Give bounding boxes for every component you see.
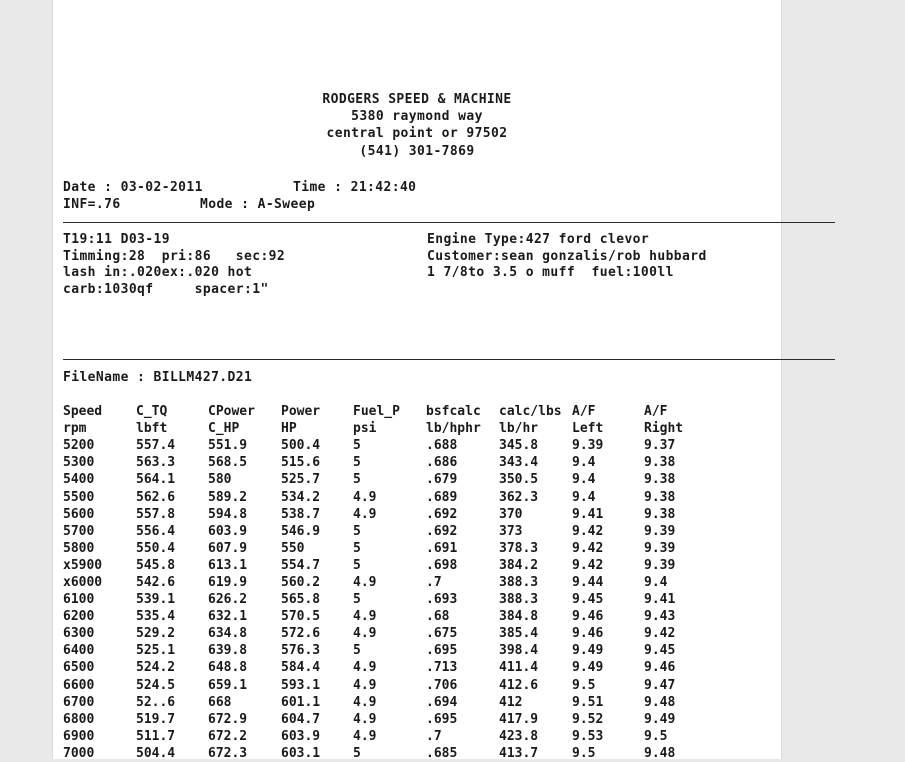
table-cell: 9.38 — [644, 455, 676, 471]
table-row — [63, 711, 716, 728]
table-cell: 504.4 — [136, 745, 176, 761]
table-row — [63, 471, 716, 488]
table-cell: .689 — [426, 489, 458, 505]
table-cell: 603.9 — [281, 728, 321, 744]
table-cell: 9.44 — [572, 574, 604, 590]
table-cell: 672.9 — [208, 711, 248, 727]
table-cell: 546.9 — [281, 523, 321, 539]
table-cell: 6300 — [63, 626, 95, 642]
table-cell: 565.8 — [281, 592, 321, 608]
table-cell: 423.8 — [499, 728, 539, 744]
table-cell: 9.49 — [572, 643, 604, 659]
note-left-3: lash in:.020ex:.020 hot — [63, 265, 253, 280]
table-cell: 6400 — [63, 643, 95, 659]
table-cell: 9.37 — [644, 438, 676, 454]
table-row — [63, 625, 716, 642]
table-row — [63, 591, 716, 608]
table-cell: 9.45 — [644, 643, 676, 659]
table-cell: 6600 — [63, 677, 95, 693]
table-cell: 9.5 — [644, 728, 668, 744]
table-cell: 5800 — [63, 540, 95, 556]
divider-top — [63, 222, 835, 223]
company-city: central point or 97502 — [326, 126, 508, 141]
table-row — [63, 574, 716, 591]
table-cell: 9.4 — [644, 574, 668, 590]
table-cell: 4.9 — [353, 711, 377, 727]
table-cell: .692 — [426, 523, 458, 539]
table-cell: 5 — [353, 592, 361, 608]
run-mode: Mode : A-Sweep — [200, 197, 316, 212]
column-header: C_TQ — [136, 404, 168, 420]
table-cell: 9.41 — [644, 592, 676, 608]
table-cell: 9.5 — [572, 677, 596, 693]
table-cell: 411.4 — [499, 660, 539, 676]
table-cell: 9.38 — [644, 506, 676, 522]
table-cell: 5 — [353, 472, 361, 488]
table-cell: 9.39 — [644, 523, 676, 539]
table-cell: 5700 — [63, 523, 95, 539]
column-header: Fuel_P — [353, 404, 400, 420]
column-header: A/F — [572, 404, 596, 420]
table-cell: 384.2 — [499, 557, 539, 573]
table-cell: 378.3 — [499, 540, 539, 556]
run-inf: INF=.76 — [63, 197, 121, 212]
table-cell: 388.3 — [499, 574, 539, 590]
table-cell: 572.6 — [281, 626, 321, 642]
table-cell: 5200 — [63, 438, 95, 454]
table-cell: 9.48 — [644, 745, 676, 761]
table-cell: 417.9 — [499, 711, 539, 727]
table-cell: .695 — [426, 643, 458, 659]
table-cell: 384.8 — [499, 609, 539, 625]
table-cell: .706 — [426, 677, 458, 693]
table-cell: 603.9 — [208, 523, 248, 539]
table-cell: 5 — [353, 540, 361, 556]
table-row — [63, 677, 716, 694]
table-cell: 659.1 — [208, 677, 248, 693]
table-cell: 4.9 — [353, 728, 377, 744]
table-cell: x5900 — [63, 557, 103, 573]
table-cell: .7 — [426, 574, 442, 590]
dyno-data-table — [63, 403, 716, 762]
column-header: lb/hr — [499, 421, 539, 437]
table-cell: 4.9 — [353, 660, 377, 676]
table-cell: 551.9 — [208, 438, 248, 454]
table-cell: 6500 — [63, 660, 95, 676]
table-cell: 9.47 — [644, 677, 676, 693]
table-cell: 550 — [281, 540, 305, 556]
table-cell: 6200 — [63, 609, 95, 625]
column-header: CPower — [208, 404, 255, 420]
table-cell: .685 — [426, 745, 458, 761]
table-cell: 545.8 — [136, 557, 176, 573]
table-cell: 576.3 — [281, 643, 321, 659]
table-cell: 9.43 — [644, 609, 676, 625]
run-time: Time : 21:42:40 — [293, 180, 417, 195]
table-cell: 672.3 — [208, 745, 248, 761]
table-cell: 5300 — [63, 455, 95, 471]
table-cell: 9.45 — [572, 592, 604, 608]
table-cell: 562.6 — [136, 489, 176, 505]
column-header: Left — [572, 421, 604, 437]
table-cell: 613.1 — [208, 557, 248, 573]
table-cell: 564.1 — [136, 472, 176, 488]
run-date: Date : 03-02-2011 — [63, 180, 203, 195]
table-cell: 511.7 — [136, 728, 176, 744]
table-cell: .693 — [426, 592, 458, 608]
table-cell: 6700 — [63, 694, 95, 710]
table-cell: 4.9 — [353, 506, 377, 522]
table-cell: 5 — [353, 643, 361, 659]
table-cell: 500.4 — [281, 438, 321, 454]
company-phone: (541) 301-7869 — [359, 144, 475, 159]
table-cell: 538.7 — [281, 506, 321, 522]
header-row — [63, 403, 716, 420]
table-cell: 5 — [353, 523, 361, 539]
note-right-1: Engine Type:427 ford clevor — [427, 232, 650, 247]
table-cell: 9.48 — [644, 694, 676, 710]
table-cell: 634.8 — [208, 626, 248, 642]
table-cell: 9.46 — [644, 660, 676, 676]
table-cell: 550.4 — [136, 540, 176, 556]
table-cell: 350.5 — [499, 472, 539, 488]
table-row — [63, 437, 716, 454]
table-cell: 570.5 — [281, 609, 321, 625]
table-cell: 5 — [353, 745, 361, 761]
table-cell: 607.9 — [208, 540, 248, 556]
table-cell: 535.4 — [136, 609, 176, 625]
table-cell: 580 — [208, 472, 232, 488]
table-cell: 9.39 — [572, 438, 604, 454]
table-cell: 362.3 — [499, 489, 539, 505]
table-row — [63, 454, 716, 471]
table-cell: 5600 — [63, 506, 95, 522]
table-cell: 524.5 — [136, 677, 176, 693]
table-cell: 9.41 — [572, 506, 604, 522]
table-cell: 534.2 — [281, 489, 321, 505]
table-cell: 525.7 — [281, 472, 321, 488]
note-right-3: 1 7/8to 3.5 o muff fuel:100ll — [427, 265, 674, 280]
table-cell: 639.8 — [208, 643, 248, 659]
table-cell: 4.9 — [353, 694, 377, 710]
table-cell: 557.8 — [136, 506, 176, 522]
table-cell: 632.1 — [208, 609, 248, 625]
column-header: rpm — [63, 421, 87, 437]
table-cell: 5 — [353, 557, 361, 573]
column-header: psi — [353, 421, 377, 437]
table-cell: 603.1 — [281, 745, 321, 761]
table-cell: 52..6 — [136, 694, 176, 710]
table-cell: 345.8 — [499, 438, 539, 454]
table-cell: 539.1 — [136, 592, 176, 608]
table-cell: 5 — [353, 455, 361, 471]
table-cell: 515.6 — [281, 455, 321, 471]
table-cell: 9.46 — [572, 609, 604, 625]
table-cell: 5500 — [63, 489, 95, 505]
column-header: C_HP — [208, 421, 240, 437]
table-cell: 554.7 — [281, 557, 321, 573]
table-row — [63, 540, 716, 557]
table-cell: 9.5 — [572, 745, 596, 761]
note-left-2: Timming:28 pri:86 sec:92 — [63, 249, 286, 264]
table-cell: .7 — [426, 728, 442, 744]
company-name: RODGERS SPEED & MACHINE — [322, 92, 512, 107]
table-cell: .694 — [426, 694, 458, 710]
table-cell: 398.4 — [499, 643, 539, 659]
table-cell: 5 — [353, 438, 361, 454]
table-cell: 412.6 — [499, 677, 539, 693]
table-row — [63, 488, 716, 505]
table-cell: 9.53 — [572, 728, 604, 744]
table-row — [63, 642, 716, 659]
column-header: Speed — [63, 404, 103, 420]
table-cell: 9.49 — [572, 660, 604, 676]
table-cell: 9.42 — [572, 557, 604, 573]
table-cell: 9.38 — [644, 472, 676, 488]
table-row — [63, 608, 716, 625]
table-cell: 556.4 — [136, 523, 176, 539]
table-cell: 4.9 — [353, 489, 377, 505]
column-header: bsfcalc — [426, 404, 481, 420]
table-cell: 9.42 — [644, 626, 676, 642]
table-cell: 9.4 — [572, 472, 596, 488]
column-header: A/F — [644, 404, 668, 420]
table-cell: 668 — [208, 694, 232, 710]
table-cell: 594.8 — [208, 506, 248, 522]
table-cell: 4.9 — [353, 626, 377, 642]
table-cell: 9.39 — [644, 557, 676, 573]
table-cell: .713 — [426, 660, 458, 676]
header-row — [63, 420, 716, 437]
table-cell: 619.9 — [208, 574, 248, 590]
table-cell: 6100 — [63, 592, 95, 608]
table-cell: .679 — [426, 472, 458, 488]
table-cell: 9.46 — [572, 626, 604, 642]
table-cell: 525.1 — [136, 643, 176, 659]
table-cell: .686 — [426, 455, 458, 471]
column-header: Power — [281, 404, 321, 420]
table-cell: 6800 — [63, 711, 95, 727]
table-cell: 4.9 — [353, 574, 377, 590]
table-cell: 626.2 — [208, 592, 248, 608]
column-header: Right — [644, 421, 684, 437]
divider-bottom — [63, 359, 835, 360]
column-header: lbft — [136, 421, 168, 437]
column-header: lb/hphr — [426, 421, 481, 437]
table-cell: 672.2 — [208, 728, 248, 744]
column-header: calc/lbs — [499, 404, 562, 420]
report-page — [52, 0, 782, 759]
table-row — [63, 659, 716, 676]
table-cell: 385.4 — [499, 626, 539, 642]
table-cell: .692 — [426, 506, 458, 522]
table-cell: 9.52 — [572, 711, 604, 727]
table-cell: .68 — [426, 609, 450, 625]
note-left-4: carb:1030qf spacer:1" — [63, 282, 269, 297]
table-cell: 9.4 — [572, 489, 596, 505]
table-cell: 568.5 — [208, 455, 248, 471]
table-row — [63, 506, 716, 523]
company-street: 5380 raymond way — [351, 109, 483, 124]
table-cell: 589.2 — [208, 489, 248, 505]
table-cell: 563.3 — [136, 455, 176, 471]
table-cell: 388.3 — [499, 592, 539, 608]
note-left-1: T19:11 D03-19 — [63, 232, 170, 247]
table-cell: 593.1 — [281, 677, 321, 693]
table-cell: 584.4 — [281, 660, 321, 676]
table-cell: .698 — [426, 557, 458, 573]
table-cell: 5400 — [63, 472, 95, 488]
table-cell: x6000 — [63, 574, 103, 590]
column-header: HP — [281, 421, 297, 437]
table-row — [63, 745, 716, 762]
table-cell: 370 — [499, 506, 523, 522]
table-cell: 9.4 — [572, 455, 596, 471]
table-cell: 6900 — [63, 728, 95, 744]
table-cell: 9.42 — [572, 523, 604, 539]
table-cell: 4.9 — [353, 609, 377, 625]
table-cell: .688 — [426, 438, 458, 454]
table-cell: 601.1 — [281, 694, 321, 710]
table-cell: 9.39 — [644, 540, 676, 556]
table-row — [63, 728, 716, 745]
table-cell: 557.4 — [136, 438, 176, 454]
file-name: FileName : BILLM427.D21 — [63, 370, 253, 385]
table-cell: 4.9 — [353, 677, 377, 693]
table-row — [63, 523, 716, 540]
table-cell: 648.8 — [208, 660, 248, 676]
table-cell: 9.49 — [644, 711, 676, 727]
table-cell: 9.38 — [644, 489, 676, 505]
table-cell: 542.6 — [136, 574, 176, 590]
table-cell: .695 — [426, 711, 458, 727]
table-cell: 519.7 — [136, 711, 176, 727]
table-row — [63, 694, 716, 711]
table-cell: 524.2 — [136, 660, 176, 676]
table-cell: 413.7 — [499, 745, 539, 761]
note-right-2: Customer:sean gonzalis/rob hubbard — [427, 249, 707, 264]
table-cell: 9.51 — [572, 694, 604, 710]
table-cell: .675 — [426, 626, 458, 642]
table-cell: 9.42 — [572, 540, 604, 556]
table-cell: 7000 — [63, 745, 95, 761]
table-cell: 604.7 — [281, 711, 321, 727]
table-row — [63, 557, 716, 574]
table-cell: 373 — [499, 523, 523, 539]
table-cell: 560.2 — [281, 574, 321, 590]
table-cell: 343.4 — [499, 455, 539, 471]
table-cell: 529.2 — [136, 626, 176, 642]
table-cell: .691 — [426, 540, 458, 556]
table-cell: 412 — [499, 694, 523, 710]
